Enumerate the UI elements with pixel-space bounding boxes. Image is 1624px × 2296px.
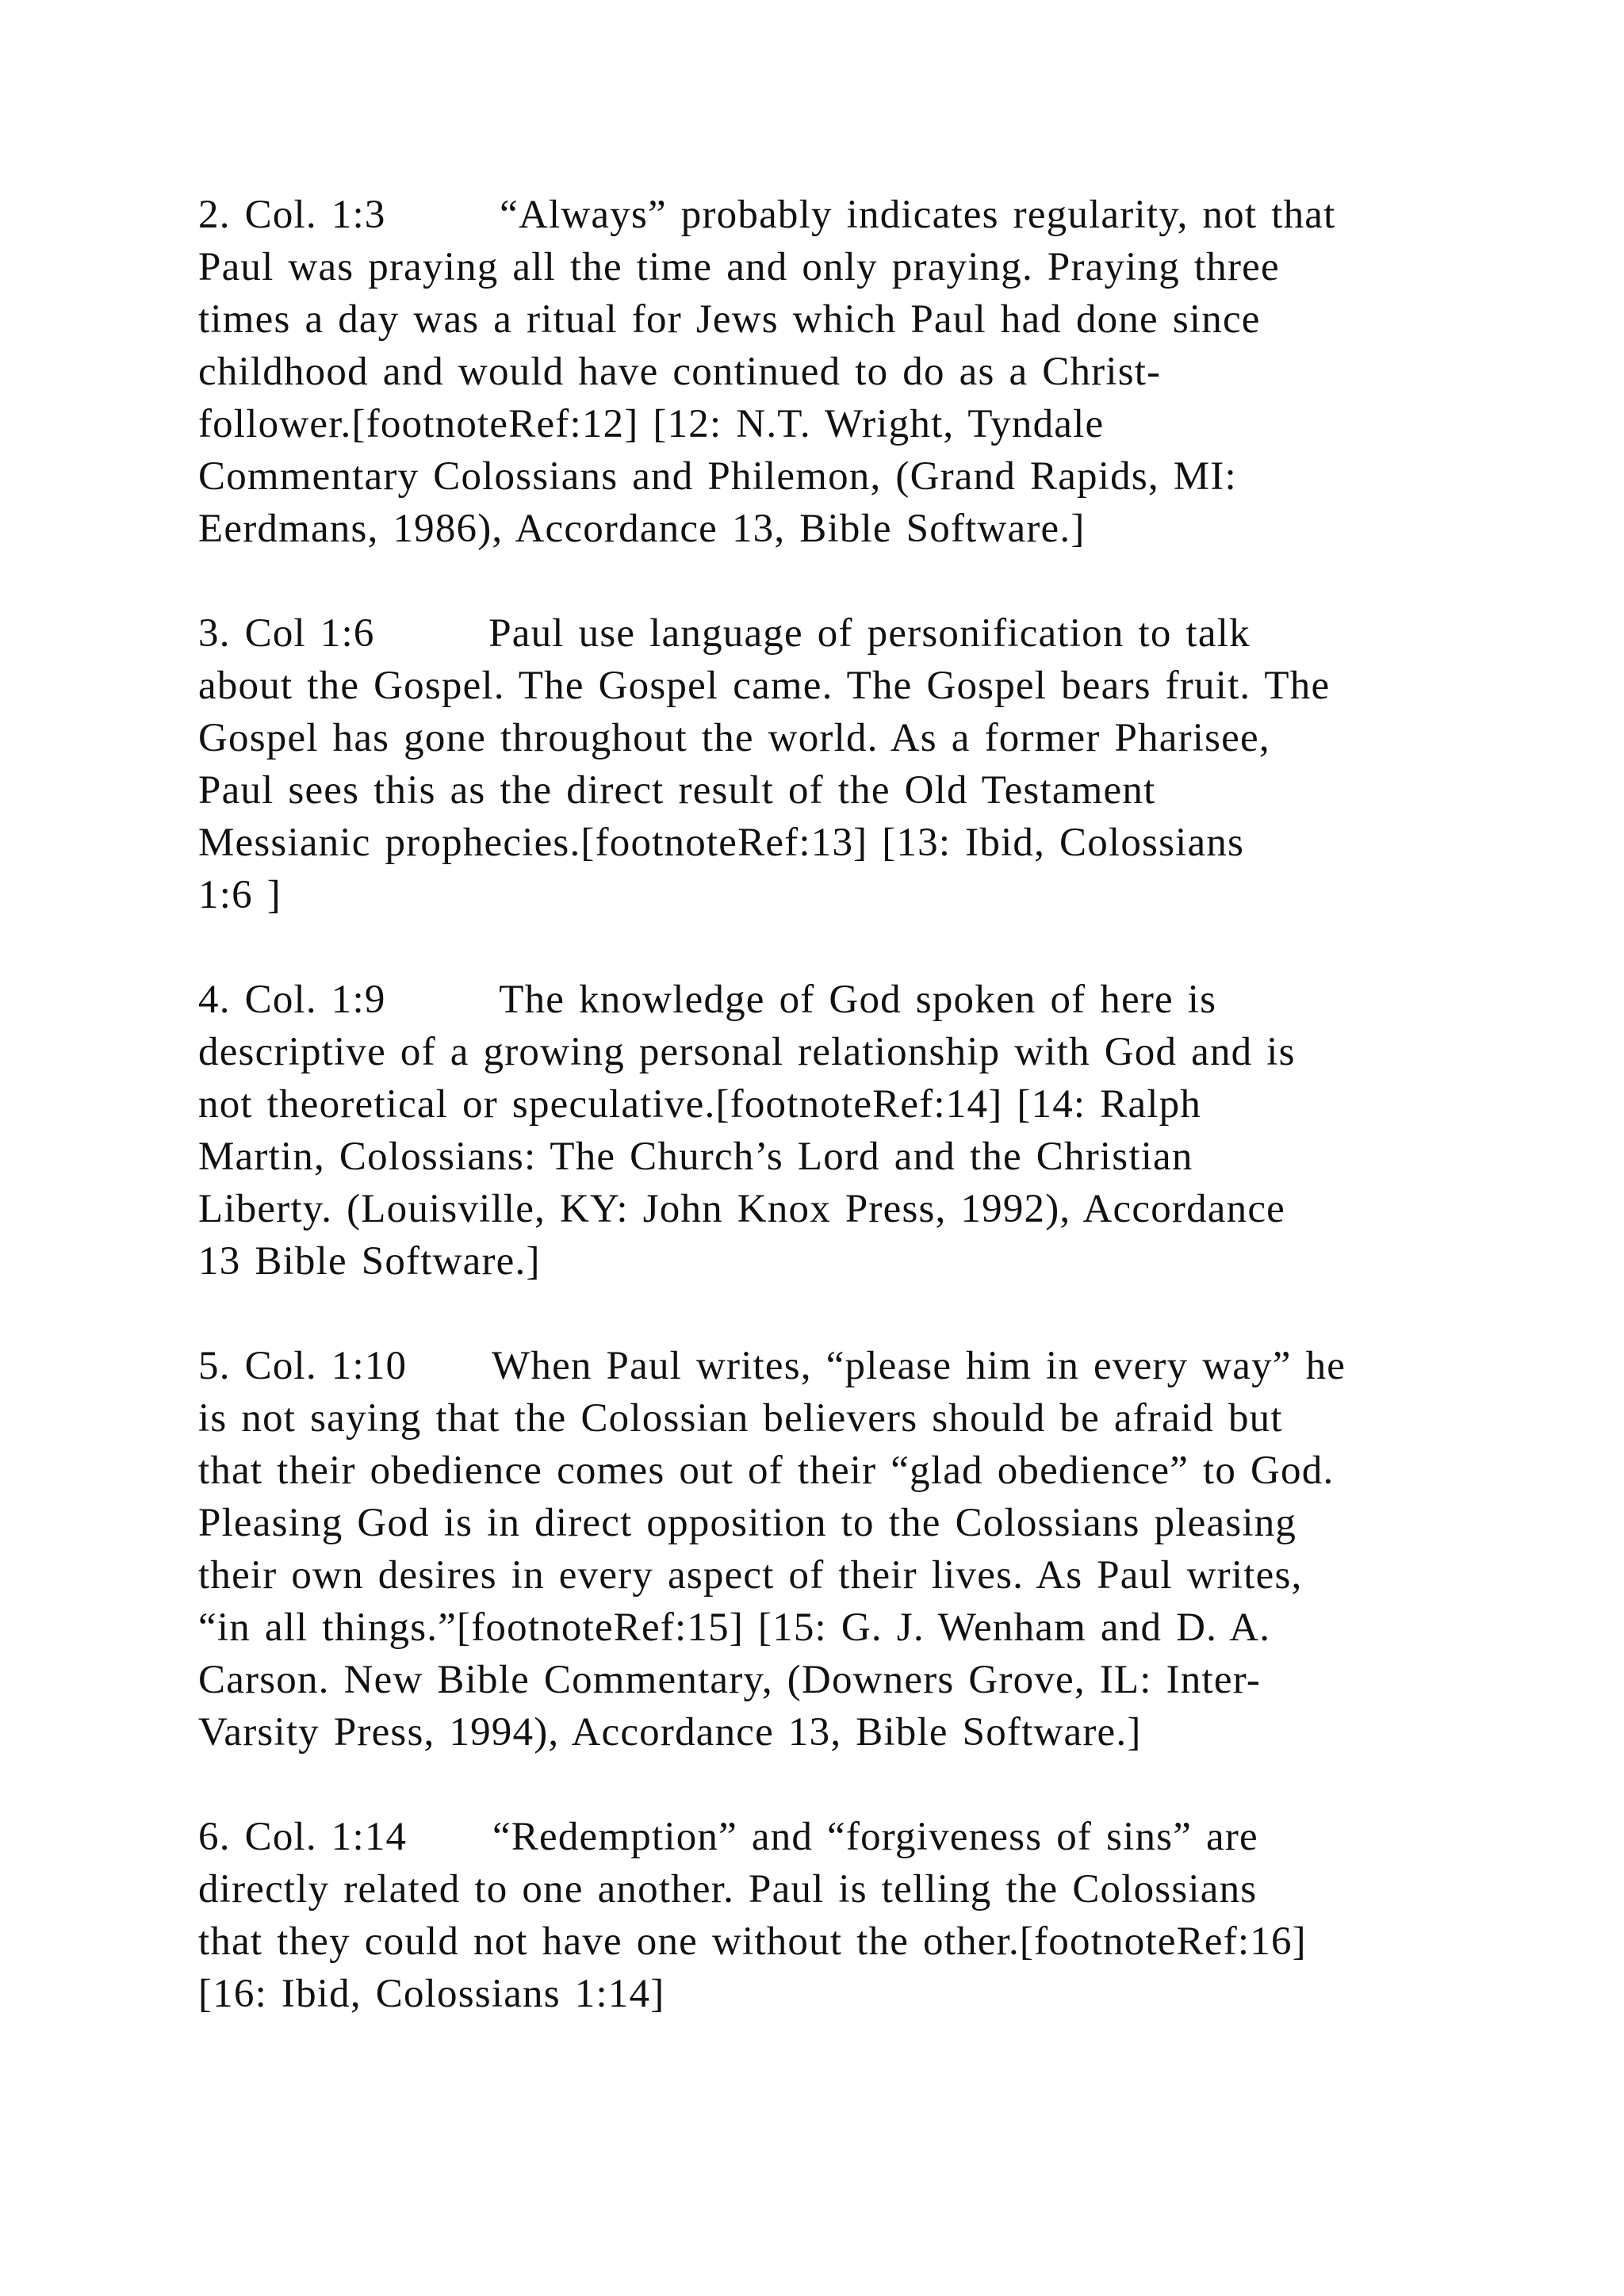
note-line: Varsity Press, 1994), Accordance 13, Bible Software.] — [198, 1710, 1142, 1755]
note-line: 2. Col. 1:3 “Always” probably indicates regularity, not that — [198, 193, 1336, 237]
note-line: Liberty. (Louisville, KY: John Knox Press, 1992), Accordance — [198, 1187, 1286, 1231]
note-line: Messianic prophecies.[footnoteRef:13] [13: Ibid, Colossians — [198, 821, 1245, 865]
note-line: 5. Col. 1:10 When Paul writes, “please him in every way” he — [198, 1344, 1346, 1388]
note-line: that they could not have one without the other.[footnoteRef:16] — [198, 1919, 1307, 1964]
note-line: [16: Ibid, Colossians 1:14] — [198, 1972, 665, 2016]
note-line: childhood and would have continued to do as a Christ- — [198, 350, 1162, 394]
note-line: 6. Col. 1:14 “Redemption” and “forgiveness of sins” are — [198, 1815, 1258, 1859]
note-col-1-6 — [198, 607, 1435, 921]
note-col-1-9 — [198, 974, 1435, 1288]
note-line: their own desires in every aspect of their lives. As Paul writes, — [198, 1553, 1303, 1598]
note-line: that their obedience comes out of their “glad obedience” to God. — [198, 1448, 1335, 1493]
note-line: Commentary Colossians and Philemon, (Grand Rapids, MI: — [198, 454, 1237, 499]
note-line: about the Gospel. The Gospel came. The Gospel bears fruit. The — [198, 664, 1331, 708]
note-line: Paul was praying all the time and only praying. Praying three — [198, 245, 1280, 289]
note-line: Carson. New Bible Commentary, (Downers Grove, IL: Inter- — [198, 1658, 1262, 1702]
note-line: times a day was a ritual for Jews which Paul had done since — [198, 297, 1261, 342]
note-line: “in all things.”[footnoteRef:15] [15: G. J. Wenham and D. A. — [198, 1605, 1271, 1650]
note-line: not theoretical or speculative.[footnoteRef:14] [14: Ralph — [198, 1082, 1202, 1127]
note-line: descriptive of a growing personal relationship with God and is — [198, 1030, 1296, 1074]
note-line: directly related to one another. Paul is telling the Colossians — [198, 1867, 1258, 1911]
note-line: follower.[footnoteRef:12] [12: N.T. Wright, Tyndale — [198, 402, 1105, 446]
note-line: Eerdmans, 1986), Accordance 13, Bible Software.] — [198, 507, 1086, 551]
note-line: 1:6 ] — [198, 873, 282, 917]
notes-list — [198, 189, 1435, 2072]
note-col-1-14 — [198, 1811, 1435, 2020]
note-line: 3. Col 1:6 Paul use language of personification to talk — [198, 611, 1251, 656]
note-line: Paul sees this as the direct result of the Old Testament — [198, 768, 1156, 813]
note-line: Pleasing God is in direct opposition to the Colossians pleasing — [198, 1501, 1297, 1545]
note-line: is not saying that the Colossian believers should be afraid but — [198, 1396, 1283, 1441]
note-line: Martin, Colossians: The Church’s Lord and the Christian — [198, 1135, 1193, 1179]
note-col-1-3 — [198, 189, 1435, 555]
note-col-1-10 — [198, 1340, 1435, 1758]
note-line: Gospel has gone throughout the world. As a former Pharisee, — [198, 716, 1270, 760]
note-line: 4. Col. 1:9 The knowledge of God spoken of here is — [198, 978, 1217, 1022]
note-line: 13 Bible Software.] — [198, 1239, 541, 1284]
